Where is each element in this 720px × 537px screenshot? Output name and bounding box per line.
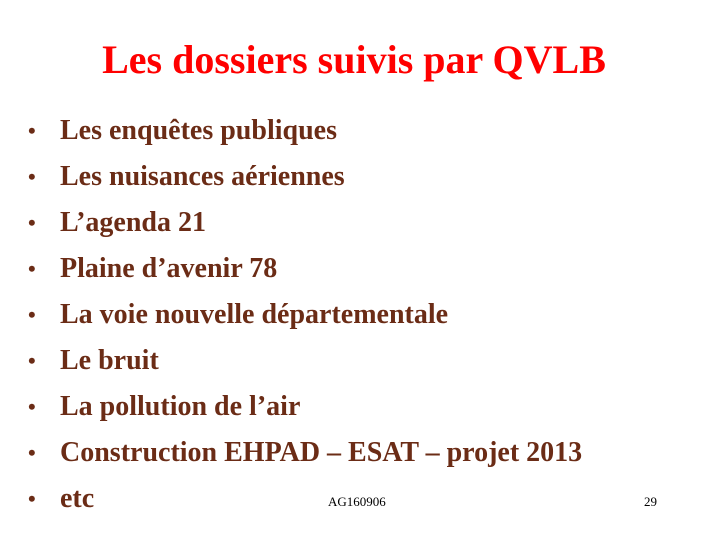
list-item — [28, 384, 582, 430]
bullet-icon: • — [28, 440, 36, 465]
page-number: 29 — [644, 494, 657, 509]
list-item — [28, 430, 582, 476]
bullet-icon: • — [28, 302, 36, 327]
list-item-text: Les enquêtes publiques — [60, 115, 337, 146]
list-item-text: La pollution de l’air — [60, 391, 301, 422]
list-item-text: L’agenda 21 — [60, 207, 207, 238]
bullet-icon: • — [28, 256, 36, 281]
bullet-icon: • — [28, 486, 36, 511]
list-item-text: etc — [60, 483, 95, 514]
list-item — [28, 200, 582, 246]
list-item-text: Plaine d’avenir 78 — [60, 253, 278, 284]
list-item-text: Le bruit — [60, 345, 159, 376]
footer-code: AG160906 — [328, 494, 386, 509]
list-item — [28, 476, 582, 522]
list-item-text: Construction EHPAD – ESAT – projet 2013 — [60, 437, 583, 468]
bullet-icon: • — [28, 210, 36, 235]
list-item — [28, 246, 582, 292]
list-item — [28, 154, 582, 200]
bullet-list — [28, 108, 582, 522]
list-item-text: Les nuisances aériennes — [60, 161, 345, 192]
list-item-text: La voie nouvelle départementale — [60, 299, 449, 330]
list-item — [28, 108, 582, 154]
list-item — [28, 338, 582, 384]
bullet-icon: • — [28, 118, 36, 143]
slide-title: Les dossiers suivis par QVLB — [102, 37, 606, 82]
list-item — [28, 292, 582, 338]
bullet-icon: • — [28, 164, 36, 189]
bullet-icon: • — [28, 348, 36, 373]
bullet-icon: • — [28, 394, 36, 419]
